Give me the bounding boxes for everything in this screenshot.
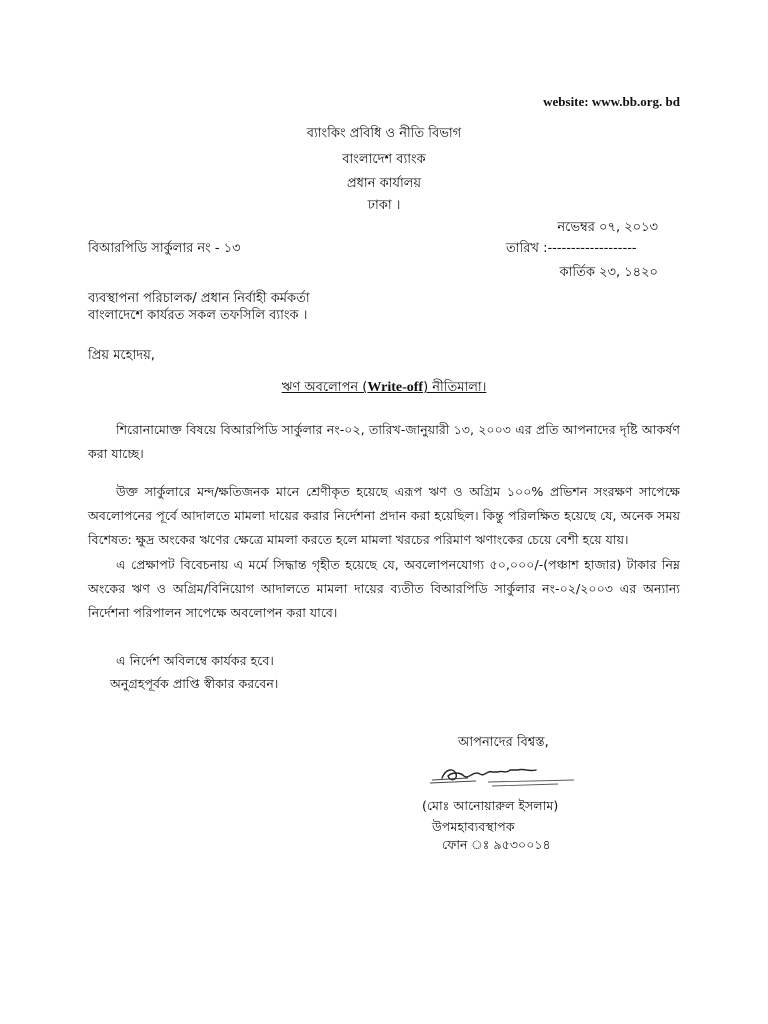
date-bangla: কার্তিক ২৩, ১৪২০ <box>559 265 658 280</box>
city-name: ঢাকা । <box>367 198 401 213</box>
subject-line <box>0 378 768 399</box>
recipient-line-2: বাংলাদেশে কার্যরত সকল তফসিলি ব্যাংক । <box>88 308 308 323</box>
department-name: ব্যাংকিং প্রবিধি ও নীতি বিভাগ <box>306 126 462 141</box>
office-name: প্রধান কার্যালয় <box>346 176 422 191</box>
closing-regards: আপনাদের বিশ্বস্ত, <box>458 735 549 750</box>
salutation: প্রিয় মহোদয়, <box>88 348 155 363</box>
body-paragraph-2: উক্ত সার্কুলারে মন্দ/ক্ষতিজনক মানে শ্রেণীকৃত হয়েছে এরূপ ঋণ ও অগ্রিম ১০০% প্রভিশন সংরক্ষণ সাপেক্ষে অবলোপনের পূর্বে আদালতে মামলা দায়ের করার নির্দেশনা প্রদান করা হয়েছিল। কিন্তু পরিলক্ষিত হয়েছে যে, অনেক সময় বিশেষত: ক্ষুদ্র অংকের ঋণের ক্ষেত্রে মামলা করতে হলে মামলা খরচের পরিমাণ ঋণাংকের চেয়ে বেশী হয়ে যায়। <box>88 483 680 547</box>
date-gregorian: নভেম্বর ০৭, ২০১৩ <box>557 220 658 235</box>
signatory-title: উপমহাব্যবস্থাপক <box>432 819 515 834</box>
signatory-name: (মোঃ আনোয়ারুল ইসলাম) <box>422 798 559 813</box>
circular-number: বিআরপিডি সার্কুলার নং - ১৩ <box>88 241 241 256</box>
effective-notice: এ নির্দেশ অবিলম্বে কার্যকর হবে। <box>116 653 274 668</box>
subject-prefix: ঋণ অবলোপন ( <box>281 380 368 395</box>
body-paragraph-3: এ প্রেক্ষাপট বিবেচনায় এ মর্মে সিদ্ধান্ত গৃহীত হয়েছে যে, অবলোপনযোগ্য ৫০,০০০/-(পঞ্চাশ হাজার) টাকার নিম্ন অংকের ঋণ ও অগ্রিম/বিনিয়োগ আদালতে মামলা দায়ের ব্যতীত বিআরপিডি সার্কুলার নং-০২/২০০৩ এর অন্যান্য নির্দেশনা পরিপালন সাপেক্ষে অবলোপন করা যাবে। <box>88 556 680 620</box>
subject-text <box>282 380 487 395</box>
recipient-line-1: ব্যবস্থাপনা পরিচালক/ প্রধান নির্বাহী কর্মকর্তা <box>88 291 310 306</box>
date-label: তারিখ :------------------- <box>506 241 637 256</box>
subject-suffix: ) নীতিমালা। <box>423 380 487 395</box>
signatory-phone: ফোন ঃ ৯৫৩০০১৪ <box>442 837 551 852</box>
acknowledge-request: অনুগ্রহপূর্বক প্রাপ্তি স্বীকার করবেন। <box>110 676 279 691</box>
subject-english: Write-off <box>367 380 424 395</box>
bank-name: বাংলাদেশ ব্যাংক <box>342 152 426 167</box>
body-paragraph-1: শিরোনামোক্ত বিষয়ে বিআরপিডি সার্কুলার নং-০২, তারিখ-জানুয়ারী ১৩, ২০০৩ এর প্রতি আপনাদের দৃষ্টি আকর্ষণ করা যাচ্ছে। <box>88 421 680 461</box>
handwritten-signature <box>428 758 578 792</box>
website-line: website: www.bb.org. bd <box>543 94 680 109</box>
